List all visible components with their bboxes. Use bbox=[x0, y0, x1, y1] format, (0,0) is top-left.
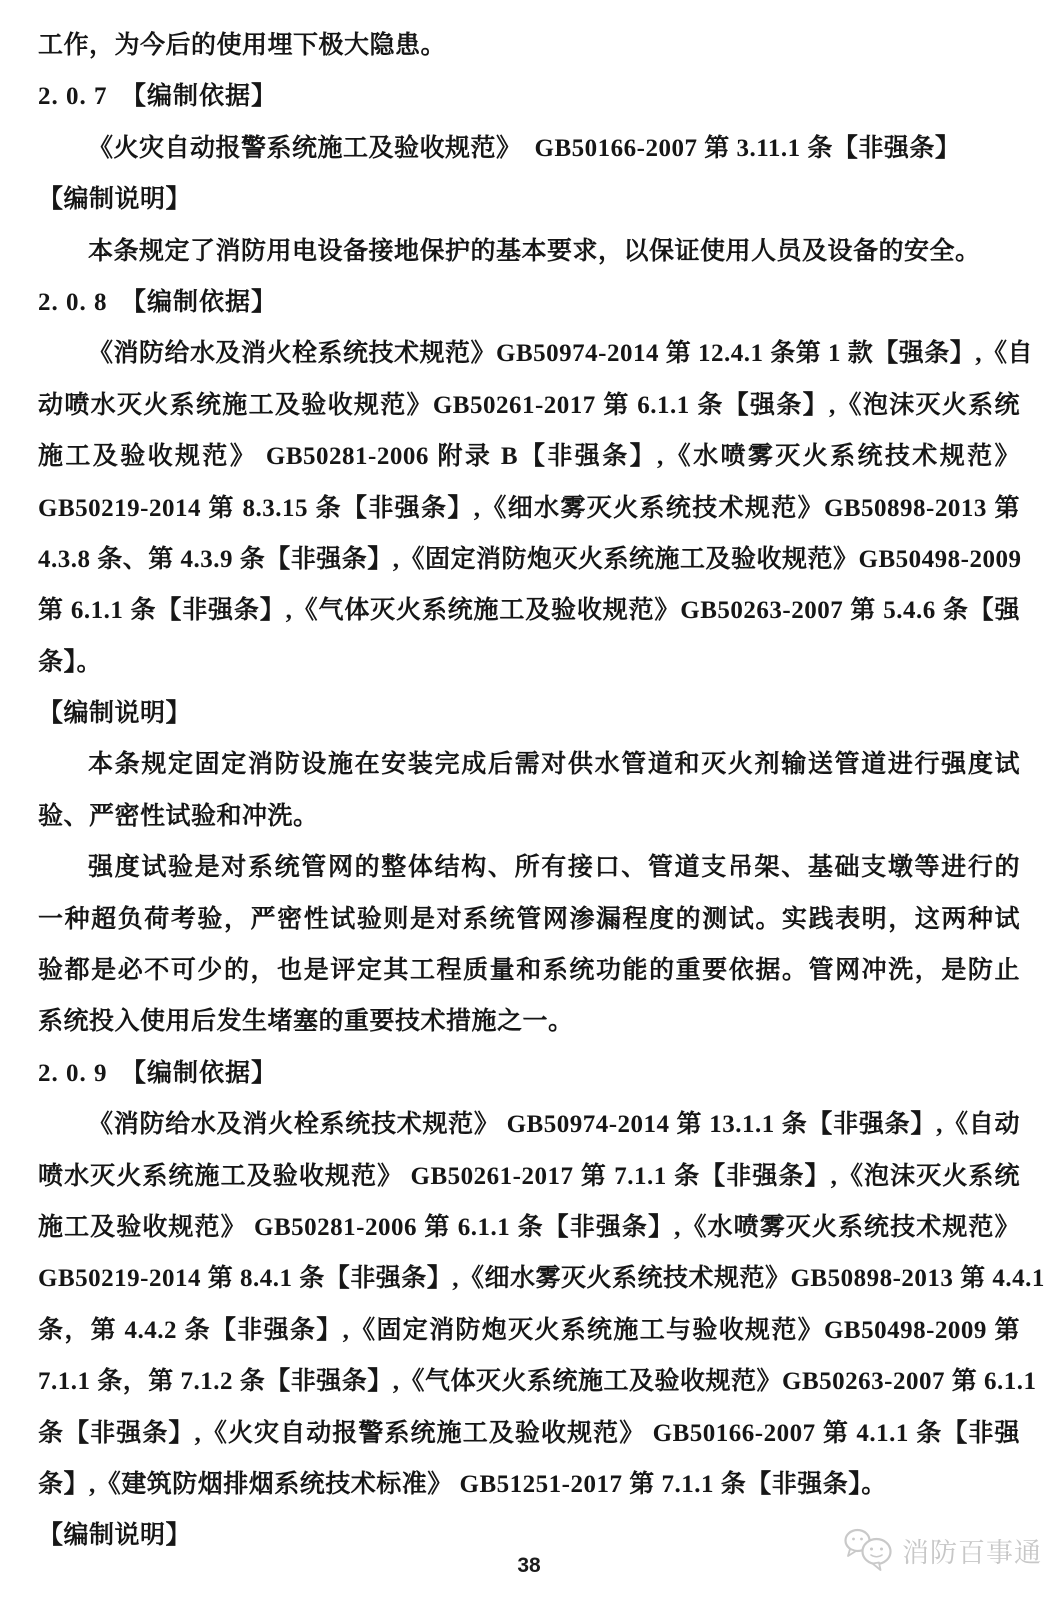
text-line: 本条规定固定消防设施在安装完成后需对供水管道和灭火剂输送管道进行强度试 bbox=[88, 751, 1020, 779]
section-heading: 2. 0. 7 【编制依据】 bbox=[38, 83, 278, 111]
text-line: 工作，为今后的使用埋下极大隐患。 bbox=[38, 32, 447, 59]
text-line: 7.1.1 条，第 7.1.2 条【非强条】,《气体灭火系统施工及验收规范》GB50263-2007 第 6.1.1 bbox=[38, 1368, 1037, 1396]
text-line: 动喷水灭火系统施工及验收规范》GB50261-2017 第 6.1.1 条【强条】,《泡沫灭火系统 bbox=[38, 391, 1020, 419]
section-heading: 2. 0. 9 【编制依据】 bbox=[38, 1059, 278, 1087]
text-line: 4.3.8 条、第 4.3.9 条【非强条】,《固定消防炮灭火系统施工及验收规范》GB50498-2009 bbox=[38, 545, 1022, 573]
page-number: 38 bbox=[517, 1554, 541, 1577]
text-line: 条【非强条】,《火灾自动报警系统施工及验收规范》 GB50166-2007 第 4.1.1 条【非强 bbox=[38, 1419, 1020, 1447]
text-line: 施工及验收规范》 GB50281-2006 附录 B【非强条】,《水喷雾灭火系统技术规范》 bbox=[38, 443, 1020, 471]
text-line: GB50219-2014 第 8.3.15 条【非强条】,《细水雾灭火系统技术规范》GB50898-2013 第 bbox=[38, 494, 1020, 522]
subsection-label: 【编制说明】 bbox=[38, 1522, 192, 1550]
text-line: 第 6.1.1 条【非强条】,《气体灭火系统施工及验收规范》GB50263-2007 第 5.4.6 条【强 bbox=[38, 597, 1020, 625]
text-line: 施工及验收规范》 GB50281-2006 第 6.1.1 条【非强条】,《水喷雾灭火系统技术规范》 bbox=[38, 1213, 1020, 1241]
text-line: 《消防给水及消火栓系统技术规范》 GB50974-2014 第 13.1.1 条【非强条】,《自动 bbox=[88, 1111, 1020, 1139]
subsection-label: 【编制说明】 bbox=[38, 186, 192, 214]
text-line: 条，第 4.4.2 条【非强条】,《固定消防炮灭火系统施工与验收规范》GB50498-2009 第 bbox=[38, 1316, 1020, 1344]
text-line: 喷水灭火系统施工及验收规范》 GB50261-2017 第 7.1.1 条【非强条】,《泡沫灭火系统 bbox=[38, 1162, 1020, 1190]
watermark bbox=[843, 1527, 1042, 1573]
text-line: 一种超负荷考验，严密性试验则是对系统管网渗漏程度的测试。实践表明，这两种试 bbox=[38, 905, 1020, 933]
chat-bubbles-icon bbox=[843, 1527, 895, 1573]
text-line: 本条规定了消防用电设备接地保护的基本要求，以保证使用人员及设备的安全。 bbox=[88, 237, 981, 265]
text-line: 条】。 bbox=[38, 648, 103, 676]
section-heading: 2. 0. 8 【编制依据】 bbox=[38, 288, 278, 316]
text-line: 条】,《建筑防烟排烟系统技术标准》 GB51251-2017 第 7.1.1 条【非强条】。 bbox=[38, 1470, 887, 1498]
text-line: 《消防给水及消火栓系统技术规范》GB50974-2014 第 12.4.1 条第 1 款【强条】,《自 bbox=[88, 340, 1033, 368]
text-line: 系统投入使用后发生堵塞的重要技术措施之一。 bbox=[38, 1008, 574, 1036]
text-line: 验都是必不可少的，也是评定其工程质量和系统功能的重要依据。管网冲洗，是防止 bbox=[38, 957, 1020, 985]
subsection-label: 【编制说明】 bbox=[38, 700, 192, 728]
document-body bbox=[38, 20, 1045, 1562]
text-line: 验、严密性试验和冲洗。 bbox=[38, 802, 319, 830]
watermark-label: 消防百事通 bbox=[902, 1537, 1042, 1568]
text-line: GB50219-2014 第 8.4.1 条【非强条】,《细水雾灭火系统技术规范》GB50898-2013 第 4.4.1 bbox=[38, 1265, 1045, 1293]
text-line: 强度试验是对系统管网的整体结构、所有接口、管道支吊架、基础支墩等进行的 bbox=[88, 854, 1020, 882]
text-line: 《火灾自动报警系统施工及验收规范》 GB50166-2007 第 3.11.1 条【非强条】 bbox=[88, 134, 961, 162]
